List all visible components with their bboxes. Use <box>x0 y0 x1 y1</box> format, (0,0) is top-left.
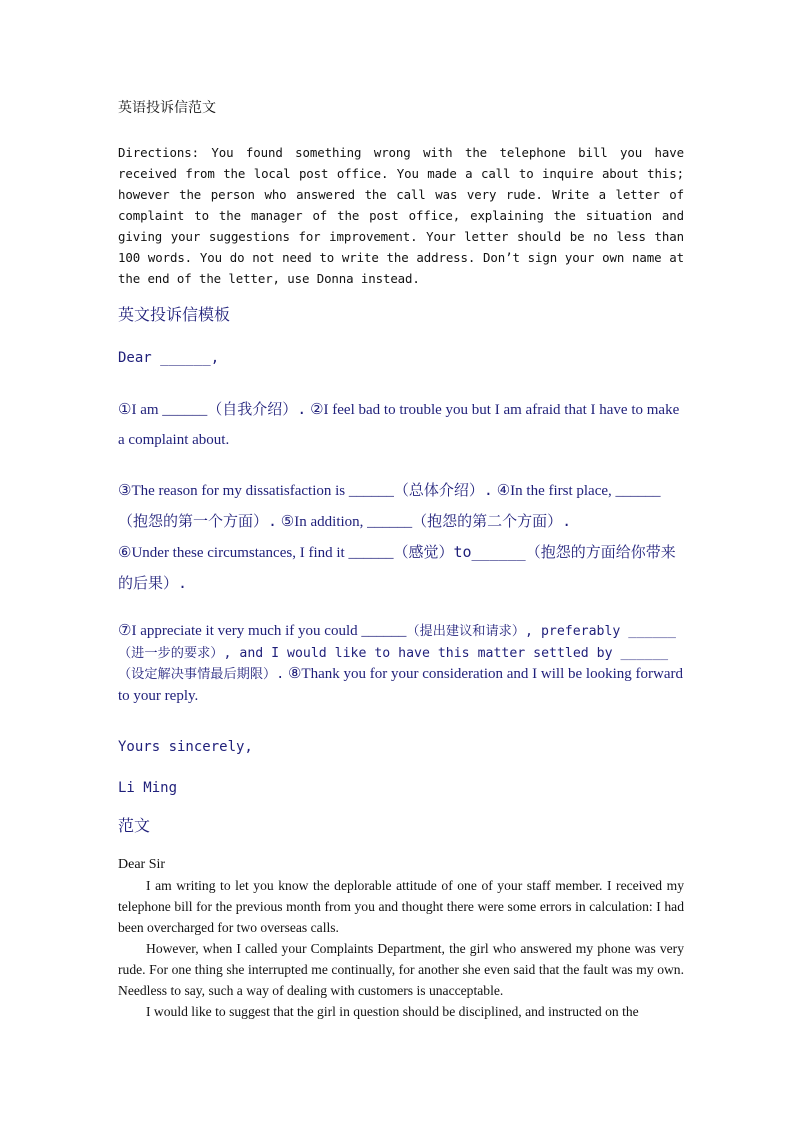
sample-salutation: Dear Sir <box>118 857 166 872</box>
template-p1-sentence1: ①I am ______ <box>118 402 208 418</box>
template-paragraph-4 <box>118 621 684 707</box>
template-p1-sentence2: ②I feel bad to trouble you but I am afraid that I have to make a complaint about. <box>118 402 680 448</box>
template-p2-note1: （总体介绍）. <box>393 481 493 499</box>
sample-paragraph: However, when I called your Complaints Department, the girl who answered my phone was very rude. For one thing she interrupted me continually, for another she even said that the fault was my own. Needless to say, such a way of dealing with customers is unacceptable. <box>118 941 684 998</box>
template-p3-sentence: ⑥Under these circumstances, I find it ______ <box>118 545 394 561</box>
template-p2-note2: （抱怨的第一个方面）. <box>118 511 278 530</box>
template-p2-sentence1: ③The reason for my dissatisfaction is ______ <box>118 483 394 499</box>
template-p2-sentence3: ⑤In addition, ______ <box>277 513 413 530</box>
sample-paragraph: I would like to suggest that the girl in question should be disciplined, and instructed on the <box>146 1004 639 1019</box>
template-paragraph-2 <box>118 476 684 537</box>
template-heading: 英文投诉信模板 <box>118 305 231 324</box>
template-closing: Yours sincerely, <box>118 739 253 755</box>
template-p1-note: （自我介绍）. <box>207 400 307 418</box>
template-p4-sentence2: ⑧Thank you for your consideration and I will be looking forward to your reply. <box>118 666 683 704</box>
sample-paragraph: I am writing to let you know the deplorable attitude of one of your staff member. I received my telephone bill for the previous month from you and thought there were some errors in calculation: I had been overcharged for two overseas calls. <box>118 878 684 935</box>
sample-heading: 范文 <box>118 816 151 835</box>
template-paragraph-3 <box>118 538 684 599</box>
template-salutation: Dear ______, <box>118 350 220 366</box>
document-title: 英语投诉信范文 <box>118 100 216 116</box>
template-p4-note: （提出建议和请求）, preferably ______（进一步的要求）, and I would like to have this matter settled by ______（设定解决事情最后期限）. <box>118 624 676 682</box>
directions-text: Directions: You found something wrong with the telephone bill you have received from the local post office. You made a call to inquire about this; however the person who answered the call was very rude. Write a letter of complaint to the manager of the post office, explaining the situation and giving your suggestions for improvement. Your letter should be no less than 100 words. You do not need to write the address. Don’t sign your own name at the end of the letter, use Donna instead. <box>118 145 684 286</box>
template-p4-sentence1: ⑦I appreciate it very much if you could ______ <box>118 623 407 639</box>
template-p2-note3: （抱怨的第二个方面）. <box>412 511 572 530</box>
template-paragraph-1 <box>118 394 684 455</box>
template-signature: Li Ming <box>118 780 178 796</box>
template-p2-sentence2: ④In the first place, ______ <box>492 483 661 499</box>
template-p3-note: （感觉）to______（抱怨的方面给你带来的后果）. <box>118 543 676 592</box>
